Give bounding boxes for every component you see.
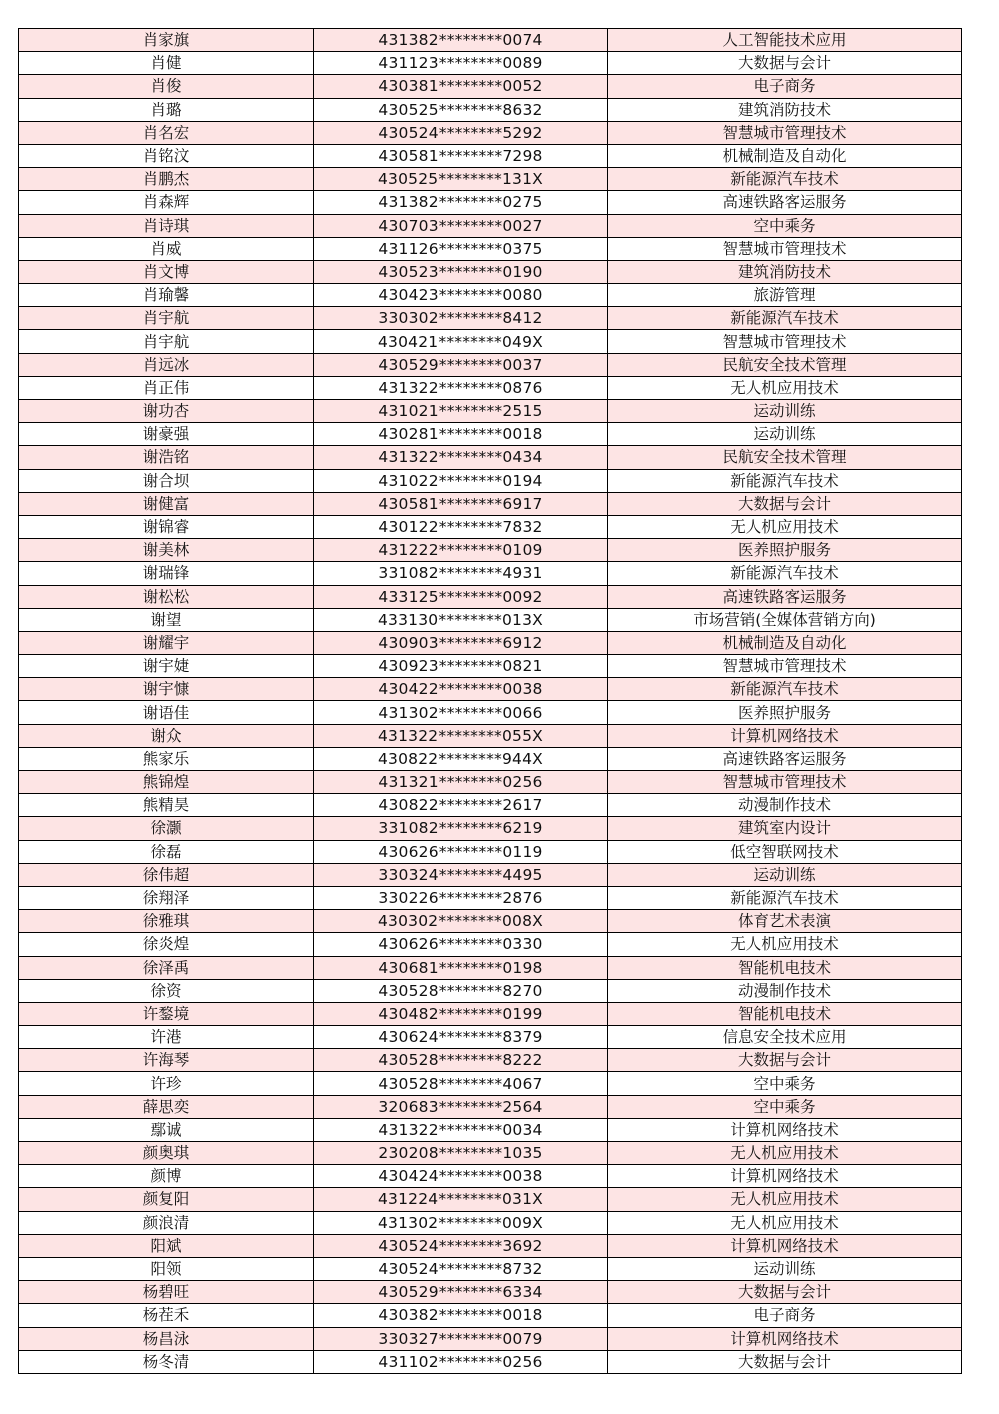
table-row: [19, 260, 962, 283]
student-name-cell: 谢宇婕: [19, 655, 314, 678]
student-name-cell: 谢健富: [19, 492, 314, 515]
table-row: [19, 840, 962, 863]
id-number-cell: 430482********0199: [314, 1002, 608, 1025]
major-cell: 大数据与会计: [608, 52, 962, 75]
student-name-cell: 肖名宏: [19, 121, 314, 144]
id-number-cell: 430382********0018: [314, 1304, 608, 1327]
table-row: [19, 1350, 962, 1373]
table-row: [19, 330, 962, 353]
id-number-cell: 430422********0038: [314, 678, 608, 701]
id-number-cell: 430581********7298: [314, 144, 608, 167]
id-number-cell: 430302********008X: [314, 910, 608, 933]
student-name-cell: 许港: [19, 1026, 314, 1049]
student-name-cell: 徐资: [19, 979, 314, 1002]
student-name-cell: 阳领: [19, 1257, 314, 1280]
major-cell: 医养照护服务: [608, 539, 962, 562]
id-number-cell: 430528********8222: [314, 1049, 608, 1072]
id-number-cell: 430524********8732: [314, 1257, 608, 1280]
table-row: [19, 1095, 962, 1118]
student-name-cell: 肖宇航: [19, 307, 314, 330]
table-row: [19, 376, 962, 399]
student-name-cell: 谢众: [19, 724, 314, 747]
student-name-cell: 谢宇慷: [19, 678, 314, 701]
table-row: [19, 1118, 962, 1141]
id-number-cell: 430923********0821: [314, 655, 608, 678]
major-cell: 计算机网络技术: [608, 1327, 962, 1350]
table-row: [19, 1072, 962, 1095]
table-row: [19, 515, 962, 538]
student-name-cell: 谢美林: [19, 539, 314, 562]
id-number-cell: 330324********4495: [314, 863, 608, 886]
student-name-cell: 徐泽禹: [19, 956, 314, 979]
id-number-cell: 431021********2515: [314, 400, 608, 423]
major-cell: 无人机应用技术: [608, 376, 962, 399]
table-row: [19, 423, 962, 446]
table-row: [19, 817, 962, 840]
table-row: [19, 1049, 962, 1072]
major-cell: 动漫制作技术: [608, 979, 962, 1002]
student-name-cell: 肖文博: [19, 260, 314, 283]
student-name-cell: 杨茬禾: [19, 1304, 314, 1327]
id-number-cell: 430381********0052: [314, 75, 608, 98]
major-cell: 医养照护服务: [608, 701, 962, 724]
major-cell: 体育艺术表演: [608, 910, 962, 933]
table-row: [19, 214, 962, 237]
id-number-cell: 431322********0876: [314, 376, 608, 399]
major-cell: 建筑室内设计: [608, 817, 962, 840]
student-name-cell: 颜复阳: [19, 1188, 314, 1211]
id-number-cell: 431382********0275: [314, 191, 608, 214]
id-number-cell: 430424********0038: [314, 1165, 608, 1188]
table-row: [19, 562, 962, 585]
id-number-cell: 430524********3692: [314, 1234, 608, 1257]
student-name-cell: 谢浩铭: [19, 446, 314, 469]
major-cell: 电子商务: [608, 75, 962, 98]
major-cell: 高速铁路客运服务: [608, 191, 962, 214]
student-name-cell: 肖宇航: [19, 330, 314, 353]
table-row: [19, 1165, 962, 1188]
table-row: [19, 492, 962, 515]
table-row: [19, 956, 962, 979]
table-row: [19, 1304, 962, 1327]
table-row: [19, 237, 962, 260]
id-number-cell: 430421********049X: [314, 330, 608, 353]
id-number-cell: 430281********0018: [314, 423, 608, 446]
student-name-cell: 颜浪清: [19, 1211, 314, 1234]
id-number-cell: 430626********0330: [314, 933, 608, 956]
id-number-cell: 431126********0375: [314, 237, 608, 260]
id-number-cell: 431322********055X: [314, 724, 608, 747]
student-name-cell: 熊精昊: [19, 794, 314, 817]
table-row: [19, 144, 962, 167]
major-cell: 计算机网络技术: [608, 1118, 962, 1141]
table-row: [19, 307, 962, 330]
id-number-cell: 431322********0434: [314, 446, 608, 469]
student-name-cell: 肖诗琪: [19, 214, 314, 237]
id-number-cell: 430525********8632: [314, 98, 608, 121]
id-number-cell: 430903********6912: [314, 631, 608, 654]
id-number-cell: 430524********5292: [314, 121, 608, 144]
id-number-cell: 430581********6917: [314, 492, 608, 515]
student-name-cell: 熊锦煌: [19, 771, 314, 794]
student-name-cell: 肖璐: [19, 98, 314, 121]
table-row: [19, 1281, 962, 1304]
student-name-cell: 徐磊: [19, 840, 314, 863]
major-cell: 大数据与会计: [608, 492, 962, 515]
table-row: [19, 29, 962, 52]
student-name-cell: 许鍪境: [19, 1002, 314, 1025]
major-cell: 空中乘务: [608, 1095, 962, 1118]
table-row: [19, 678, 962, 701]
table-row: [19, 1327, 962, 1350]
student-name-cell: 谢锦睿: [19, 515, 314, 538]
id-number-cell: 320683********2564: [314, 1095, 608, 1118]
student-name-cell: 徐炎煌: [19, 933, 314, 956]
table-row: [19, 191, 962, 214]
id-number-cell: 330327********0079: [314, 1327, 608, 1350]
table-row: [19, 52, 962, 75]
student-name-cell: 谢合坝: [19, 469, 314, 492]
id-number-cell: 430703********0027: [314, 214, 608, 237]
table-row: [19, 168, 962, 191]
student-name-cell: 徐翔泽: [19, 886, 314, 909]
table-row: [19, 655, 962, 678]
student-name-cell: 颜博: [19, 1165, 314, 1188]
major-cell: 运动训练: [608, 400, 962, 423]
id-number-cell: 431102********0256: [314, 1350, 608, 1373]
major-cell: 市场营销(全媒体营销方向): [608, 608, 962, 631]
id-number-cell: 430822********2617: [314, 794, 608, 817]
id-number-cell: 431321********0256: [314, 771, 608, 794]
id-number-cell: 430529********0037: [314, 353, 608, 376]
major-cell: 大数据与会计: [608, 1350, 962, 1373]
major-cell: 新能源汽车技术: [608, 562, 962, 585]
student-name-cell: 肖远冰: [19, 353, 314, 376]
major-cell: 大数据与会计: [608, 1281, 962, 1304]
major-cell: 空中乘务: [608, 214, 962, 237]
id-number-cell: 430681********0198: [314, 956, 608, 979]
student-name-cell: 许珍: [19, 1072, 314, 1095]
major-cell: 信息安全技术应用: [608, 1026, 962, 1049]
major-cell: 旅游管理: [608, 284, 962, 307]
major-cell: 动漫制作技术: [608, 794, 962, 817]
major-cell: 电子商务: [608, 1304, 962, 1327]
major-cell: 高速铁路客运服务: [608, 747, 962, 770]
student-name-cell: 谢松松: [19, 585, 314, 608]
student-name-cell: 肖铭汶: [19, 144, 314, 167]
table-row: [19, 469, 962, 492]
student-list-table: [18, 28, 962, 1374]
major-cell: 人工智能技术应用: [608, 29, 962, 52]
student-name-cell: 肖健: [19, 52, 314, 75]
id-number-cell: 331082********4931: [314, 562, 608, 585]
student-name-cell: 杨昌泳: [19, 1327, 314, 1350]
major-cell: 智慧城市管理技术: [608, 771, 962, 794]
table-row: [19, 1211, 962, 1234]
student-name-cell: 谢瑞锋: [19, 562, 314, 585]
table-row: [19, 771, 962, 794]
table-row: [19, 75, 962, 98]
major-cell: 民航安全技术管理: [608, 446, 962, 469]
table-row: [19, 631, 962, 654]
table-row: [19, 747, 962, 770]
table-row: [19, 910, 962, 933]
major-cell: 智慧城市管理技术: [608, 655, 962, 678]
id-number-cell: 331082********6219: [314, 817, 608, 840]
major-cell: 运动训练: [608, 423, 962, 446]
student-name-cell: 谢语佳: [19, 701, 314, 724]
table-row: [19, 446, 962, 469]
table-row: [19, 1002, 962, 1025]
major-cell: 机械制造及自动化: [608, 144, 962, 167]
major-cell: 大数据与会计: [608, 1049, 962, 1072]
table-row: [19, 724, 962, 747]
table-row: [19, 98, 962, 121]
table-row: [19, 400, 962, 423]
id-number-cell: 431322********0034: [314, 1118, 608, 1141]
table-row: [19, 608, 962, 631]
table-row: [19, 121, 962, 144]
major-cell: 新能源汽车技术: [608, 307, 962, 330]
id-number-cell: 430528********4067: [314, 1072, 608, 1095]
id-number-cell: 330226********2876: [314, 886, 608, 909]
major-cell: 建筑消防技术: [608, 260, 962, 283]
id-number-cell: 431123********0089: [314, 52, 608, 75]
student-name-cell: 杨碧旺: [19, 1281, 314, 1304]
major-cell: 机械制造及自动化: [608, 631, 962, 654]
table-row: [19, 539, 962, 562]
id-number-cell: 430822********944X: [314, 747, 608, 770]
id-number-cell: 430528********8270: [314, 979, 608, 1002]
table-row: [19, 979, 962, 1002]
major-cell: 无人机应用技术: [608, 1142, 962, 1165]
id-number-cell: 431224********031X: [314, 1188, 608, 1211]
student-name-cell: 肖鹏杰: [19, 168, 314, 191]
student-name-cell: 谢望: [19, 608, 314, 631]
major-cell: 空中乘务: [608, 1072, 962, 1095]
major-cell: 无人机应用技术: [608, 1188, 962, 1211]
student-name-cell: 徐伟超: [19, 863, 314, 886]
id-number-cell: 431382********0074: [314, 29, 608, 52]
major-cell: 建筑消防技术: [608, 98, 962, 121]
student-name-cell: 熊家乐: [19, 747, 314, 770]
major-cell: 智慧城市管理技术: [608, 237, 962, 260]
table-row: [19, 284, 962, 307]
major-cell: 新能源汽车技术: [608, 678, 962, 701]
student-name-cell: 肖家旗: [19, 29, 314, 52]
id-number-cell: 431302********009X: [314, 1211, 608, 1234]
id-number-cell: 430529********6334: [314, 1281, 608, 1304]
major-cell: 计算机网络技术: [608, 1165, 962, 1188]
student-name-cell: 薛思奕: [19, 1095, 314, 1118]
table-row: [19, 353, 962, 376]
table-row: [19, 1257, 962, 1280]
id-number-cell: 430525********131X: [314, 168, 608, 191]
id-number-cell: 431022********0194: [314, 469, 608, 492]
table-row: [19, 1188, 962, 1211]
student-name-cell: 徐灏: [19, 817, 314, 840]
student-name-cell: 谢豪强: [19, 423, 314, 446]
major-cell: 运动训练: [608, 1257, 962, 1280]
major-cell: 智慧城市管理技术: [608, 121, 962, 144]
major-cell: 高速铁路客运服务: [608, 585, 962, 608]
major-cell: 新能源汽车技术: [608, 168, 962, 191]
student-name-cell: 阳斌: [19, 1234, 314, 1257]
student-name-cell: 谢耀宇: [19, 631, 314, 654]
student-name-cell: 肖正伟: [19, 376, 314, 399]
student-name-cell: 肖森辉: [19, 191, 314, 214]
table-row: [19, 701, 962, 724]
table-row: [19, 794, 962, 817]
id-number-cell: 430423********0080: [314, 284, 608, 307]
student-name-cell: 鄢诚: [19, 1118, 314, 1141]
major-cell: 无人机应用技术: [608, 515, 962, 538]
major-cell: 民航安全技术管理: [608, 353, 962, 376]
id-number-cell: 430523********0190: [314, 260, 608, 283]
student-name-cell: 肖瑜馨: [19, 284, 314, 307]
id-number-cell: 230208********1035: [314, 1142, 608, 1165]
student-name-cell: 谢功杏: [19, 400, 314, 423]
table-row: [19, 1026, 962, 1049]
student-name-cell: 肖威: [19, 237, 314, 260]
major-cell: 无人机应用技术: [608, 933, 962, 956]
student-name-cell: 杨冬清: [19, 1350, 314, 1373]
major-cell: 无人机应用技术: [608, 1211, 962, 1234]
id-number-cell: 431302********0066: [314, 701, 608, 724]
table-body: [19, 29, 962, 1374]
major-cell: 智能机电技术: [608, 1002, 962, 1025]
table-row: [19, 585, 962, 608]
id-number-cell: 430626********0119: [314, 840, 608, 863]
table-row: [19, 1142, 962, 1165]
table-row: [19, 863, 962, 886]
major-cell: 新能源汽车技术: [608, 886, 962, 909]
student-name-cell: 徐雅琪: [19, 910, 314, 933]
table-row: [19, 886, 962, 909]
major-cell: 计算机网络技术: [608, 1234, 962, 1257]
table-row: [19, 1234, 962, 1257]
student-name-cell: 许海琴: [19, 1049, 314, 1072]
table-row: [19, 933, 962, 956]
id-number-cell: 431222********0109: [314, 539, 608, 562]
major-cell: 计算机网络技术: [608, 724, 962, 747]
major-cell: 低空智联网技术: [608, 840, 962, 863]
id-number-cell: 430122********7832: [314, 515, 608, 538]
id-number-cell: 433130********013X: [314, 608, 608, 631]
id-number-cell: 430624********8379: [314, 1026, 608, 1049]
student-name-cell: 肖俊: [19, 75, 314, 98]
id-number-cell: 433125********0092: [314, 585, 608, 608]
id-number-cell: 330302********8412: [314, 307, 608, 330]
major-cell: 智慧城市管理技术: [608, 330, 962, 353]
student-name-cell: 颜奥琪: [19, 1142, 314, 1165]
major-cell: 新能源汽车技术: [608, 469, 962, 492]
major-cell: 运动训练: [608, 863, 962, 886]
major-cell: 智能机电技术: [608, 956, 962, 979]
